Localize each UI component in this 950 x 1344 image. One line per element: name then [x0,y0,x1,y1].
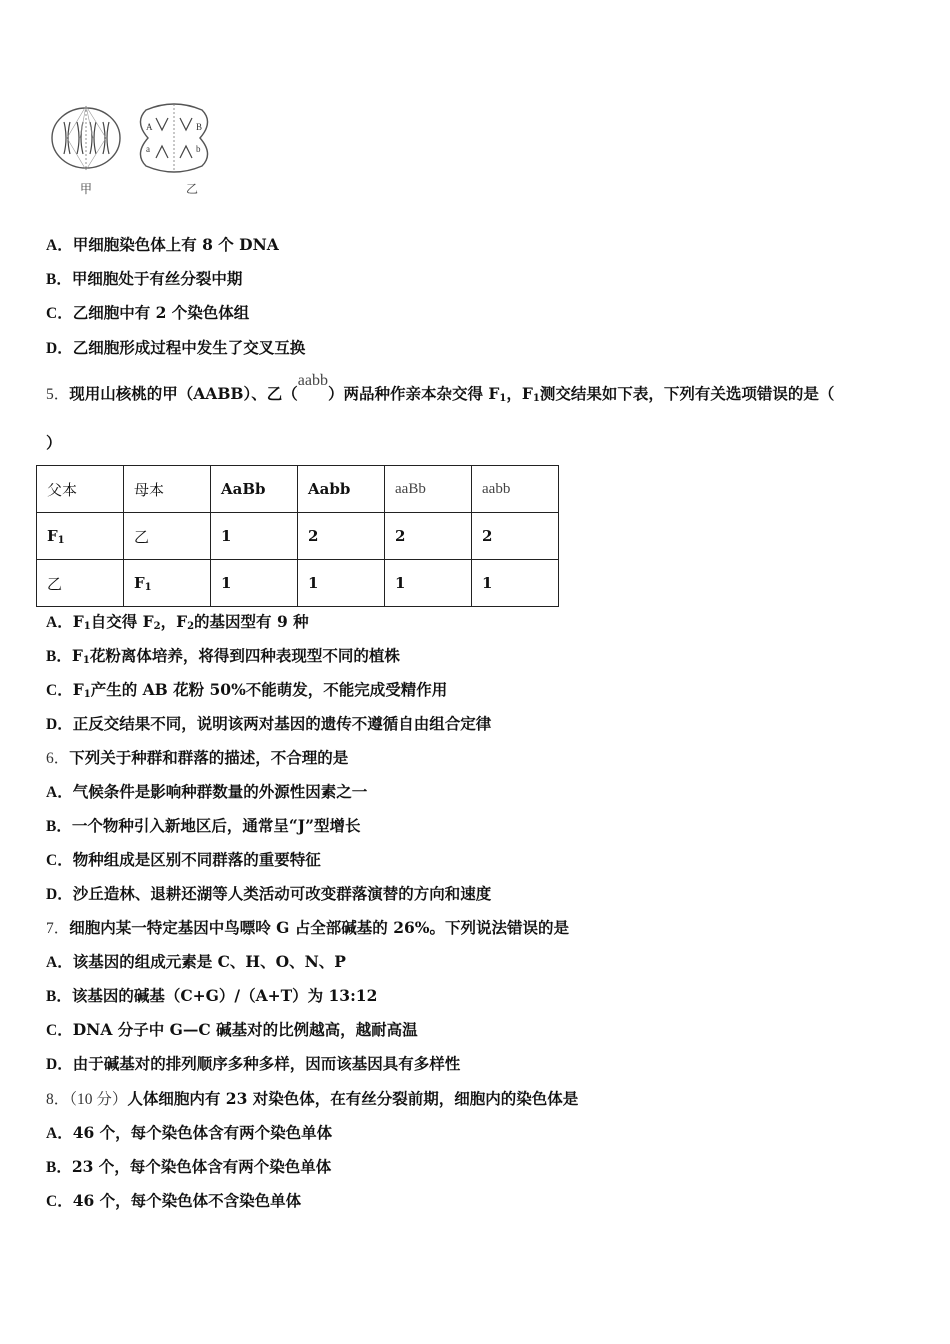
q7-option-a: A．该基因的组成元素是 C、H、O、N、P [46,952,346,971]
q6-option-d: D．沙丘造林、退耕还湖等人类活动可改变群落演替的方向和速度 [46,884,492,903]
figure-label-yi: 乙 [186,182,199,196]
table-header-cell: aabb [472,466,559,513]
table-cell-father: $F_1$ [37,513,124,560]
chrom-label: a [146,144,150,154]
cell-division-figure [46,100,216,200]
chrom-label: A [146,122,153,132]
figure-label-jia: 甲 [80,182,93,196]
q8-option-a: A．46 个，每个染色体含有两个染色单体 [46,1123,333,1142]
chrom-label: b [196,144,201,154]
table-cell: 1 [385,560,472,607]
q7-option-d: D．由于碱基对的排列顺序多种多样，因而该基因具有多样性 [46,1054,461,1073]
table-row [37,513,559,560]
table-cell: 1 [211,513,298,560]
table-row [37,560,559,607]
table-cell: 1 [211,560,298,607]
q5-option-b: B．$F_1$花粉离体培养，将得到四种表现型不同的植株 [46,646,400,666]
testcross-table [36,465,559,607]
q6-option-b: B．一个物种引入新地区后，通常呈“J”型增长 [46,816,361,835]
table-cell: 1 [298,560,385,607]
q6-option-a: A．气候条件是影响种群数量的外源性因素之一 [46,782,368,801]
table-cell: 1 [472,560,559,607]
q5-genotype-image-text: aabb [297,372,328,389]
table-header-cell: aaBb [385,466,472,513]
q4-option-d: D．乙细胞形成过程中发生了交叉互换 [46,338,306,357]
chrom-label: B [196,122,203,132]
q8-stem: 8．（10 分）人体细胞内有 23 对染色体，在有丝分裂前期，细胞内的染色体是 [46,1089,579,1108]
table-header-row [37,466,559,513]
q6-stem: 6．下列关于种群和群落的描述，不合理的是 [46,748,349,767]
table-header-cell: 母本 [124,466,211,513]
table-cell-mother: $F_1$ [124,560,211,607]
q4-option-c: C．乙细胞中有 2 个染色体组 [46,303,250,322]
q8-option-b: B．23 个，每个染色体含有两个染色单体 [46,1157,332,1176]
q4-option-a: A．甲细胞染色体上有 8 个 DNA [46,235,279,254]
q5-stem-end: ） [46,433,62,452]
q4-option-b: B．甲细胞处于有丝分裂中期 [46,269,243,288]
table-header-cell: AaBb [211,466,298,513]
table-header-cell: Aabb [298,466,385,513]
q5-option-c: C．$F_1$产生的 AB 花粉 50%不能萌发，不能完成受精作用 [46,680,448,700]
q5-stem: 5．现用山核桃的甲（AABB）、乙（aabb）两品种作亲本杂交得 $F_1$，$F_1$测交结果如下表，下列有关选项错误的是（ [46,372,835,404]
table-cell: 2 [472,513,559,560]
table-header-cell: 父本 [37,466,124,513]
q6-option-c: C．物种组成是区别不同群落的重要特征 [46,850,321,869]
q8-option-c: C．46 个，每个染色体不含染色单体 [46,1191,302,1210]
table-cell-mother: 乙 [124,513,211,560]
q5-option-a: A．$F_1$自交得 $F_2$，$F_2$的基因型有 9 种 [46,612,309,632]
table-cell: 2 [298,513,385,560]
q7-option-b: B．该基因的碱基（C+G）/（A+T）为 13:12 [46,986,378,1005]
q7-stem: 7．细胞内某一特定基因中鸟嘌呤 G 占全部碱基的 26%。下列说法错误的是 [46,918,569,937]
table-cell-father: 乙 [37,560,124,607]
q7-option-c: C．DNA 分子中 G—C 碱基对的比例越高，越耐高温 [46,1020,418,1039]
q5-option-d: D．正反交结果不同，说明该两对基因的遗传不遵循自由组合定律 [46,714,492,733]
table-cell: 2 [385,513,472,560]
